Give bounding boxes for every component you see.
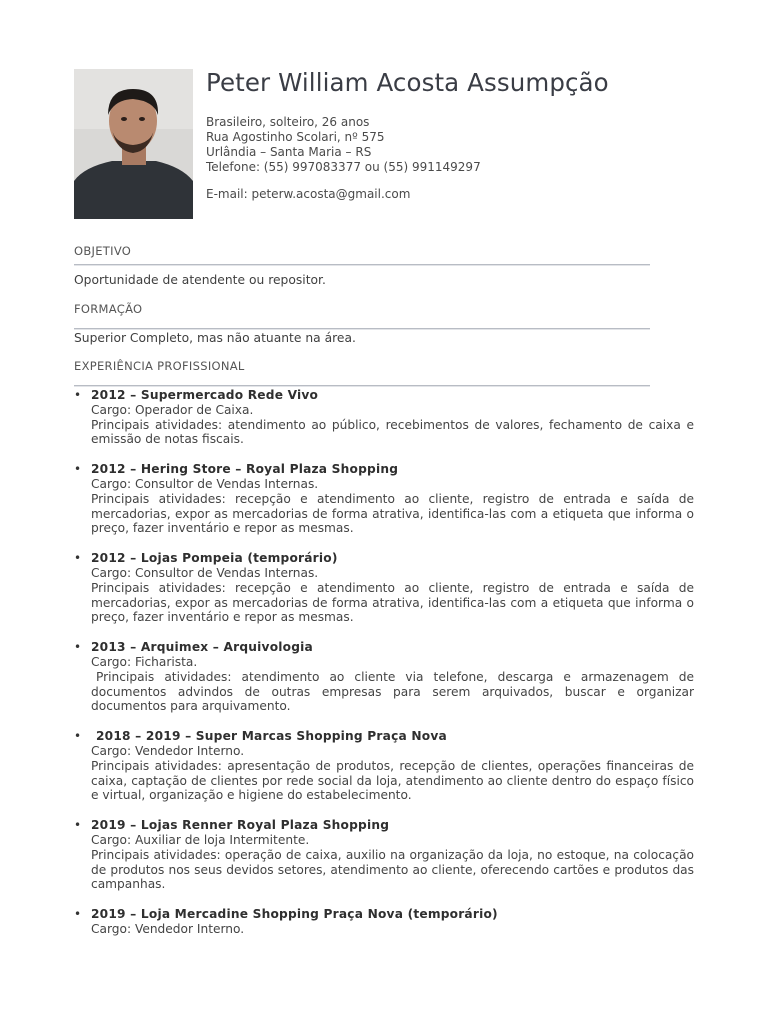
experience-item	[74, 551, 694, 625]
job-atividades: Principais atividades: atendimento ao cliente via telefone, descarga e armazenagem de documentos advindos de outras empresas para serem arquivados, buscar e organizar documentos para arquivamento.	[91, 669, 694, 714]
section-divider	[74, 385, 650, 387]
section-heading-objetivo: OBJETIVO	[74, 244, 132, 258]
bullet-icon: •	[74, 640, 82, 655]
job-cargo: Cargo: Operador de Caixa.	[91, 402, 254, 417]
job-cargo: Cargo: Vendedor Interno.	[91, 743, 245, 758]
bullet-icon: •	[74, 818, 82, 833]
person-photo-icon	[74, 69, 193, 219]
objetivo-text: Oportunidade de atendente ou repositor.	[74, 273, 326, 287]
job-atividades: Principais atividades: atendimento ao público, recebimentos de valores, fechamento de caixa e emissão de notas fiscais.	[91, 417, 694, 447]
phone-line: Telefone: (55) 997083377 ou (55) 991149297	[206, 160, 481, 174]
address-street: Rua Agostinho Scolari, nº 575	[206, 130, 385, 144]
job-cargo: Cargo: Consultor de Vendas Internas.	[91, 565, 319, 580]
section-heading-experiencia: EXPERIÊNCIA PROFISSIONAL	[74, 359, 245, 373]
section-divider	[74, 264, 650, 266]
job-atividades: Principais atividades: apresentação de produtos, recepção de clientes, operações financeiras de caixa, captação de clientes por rede social da loja, atendimento ao cliente dentro do espaço físico e virtual, organização e higiene do estabelecimento.	[91, 758, 694, 803]
job-title: 2012 – Lojas Pompeia (temporário)	[91, 551, 338, 566]
job-atividades: Principais atividades: operação de caixa, auxilio na organização da loja, no estoque, na colocação de produtos nos seus devidos setores, atendimento ao cliente, oferecendo cartões e produtos das campanhas.	[91, 847, 694, 892]
profile-photo	[74, 69, 193, 219]
formacao-text: Superior Completo, mas não atuante na área.	[74, 331, 356, 345]
job-title: 2012 – Hering Store – Royal Plaza Shopping	[91, 462, 399, 477]
experience-item	[74, 640, 694, 714]
candidate-name: Peter William Acosta Assumpção	[206, 68, 609, 97]
job-title: 2019 – Lojas Renner Royal Plaza Shopping	[91, 818, 390, 833]
experience-item	[74, 729, 694, 803]
job-cargo: Cargo: Vendedor Interno.	[91, 921, 245, 936]
experience-item	[74, 462, 694, 536]
job-title: 2013 – Arquimex – Arquivologia	[91, 640, 313, 655]
job-title: 2018 – 2019 – Super Marcas Shopping Praça Nova	[96, 729, 447, 744]
bullet-icon: •	[74, 551, 82, 566]
experience-item	[74, 818, 694, 892]
experience-list	[74, 388, 694, 952]
experience-item	[74, 388, 694, 447]
bullet-icon: •	[74, 388, 82, 402]
job-cargo: Cargo: Consultor de Vendas Internas.	[91, 476, 319, 491]
experience-item	[74, 907, 694, 937]
job-cargo: Cargo: Auxiliar de loja Intermitente.	[91, 832, 310, 847]
email-line: E-mail: peterw.acosta@gmail.com	[206, 187, 411, 201]
personal-info: Brasileiro, solteiro, 26 anos	[206, 115, 370, 129]
bullet-icon: •	[74, 729, 82, 744]
job-title: 2012 – Supermercado Rede Vivo	[91, 388, 319, 402]
job-atividades: Principais atividades: recepção e atendimento ao cliente, registro de entrada e saída de mercadorias, expor as mercadorias de forma atrativa, identifica-las com a etiqueta que informa o preço, fazer inventário e repor as mesmas.	[91, 580, 694, 625]
bullet-icon: •	[74, 907, 82, 922]
job-cargo: Cargo: Ficharista.	[91, 654, 198, 669]
section-divider	[74, 328, 650, 330]
bullet-icon: •	[74, 462, 82, 477]
address-city: Urlândia – Santa Maria – RS	[206, 145, 372, 159]
job-atividades: Principais atividades: recepção e atendimento ao cliente, registro de entrada e saída de mercadorias, expor as mercadorias de forma atrativa, identifica-las com a etiqueta que informa o preço, fazer inventário e repor as mesmas.	[91, 491, 694, 536]
section-heading-formacao: FORMAÇÃO	[74, 302, 143, 316]
job-title: 2019 – Loja Mercadine Shopping Praça Nova (temporário)	[91, 907, 498, 922]
